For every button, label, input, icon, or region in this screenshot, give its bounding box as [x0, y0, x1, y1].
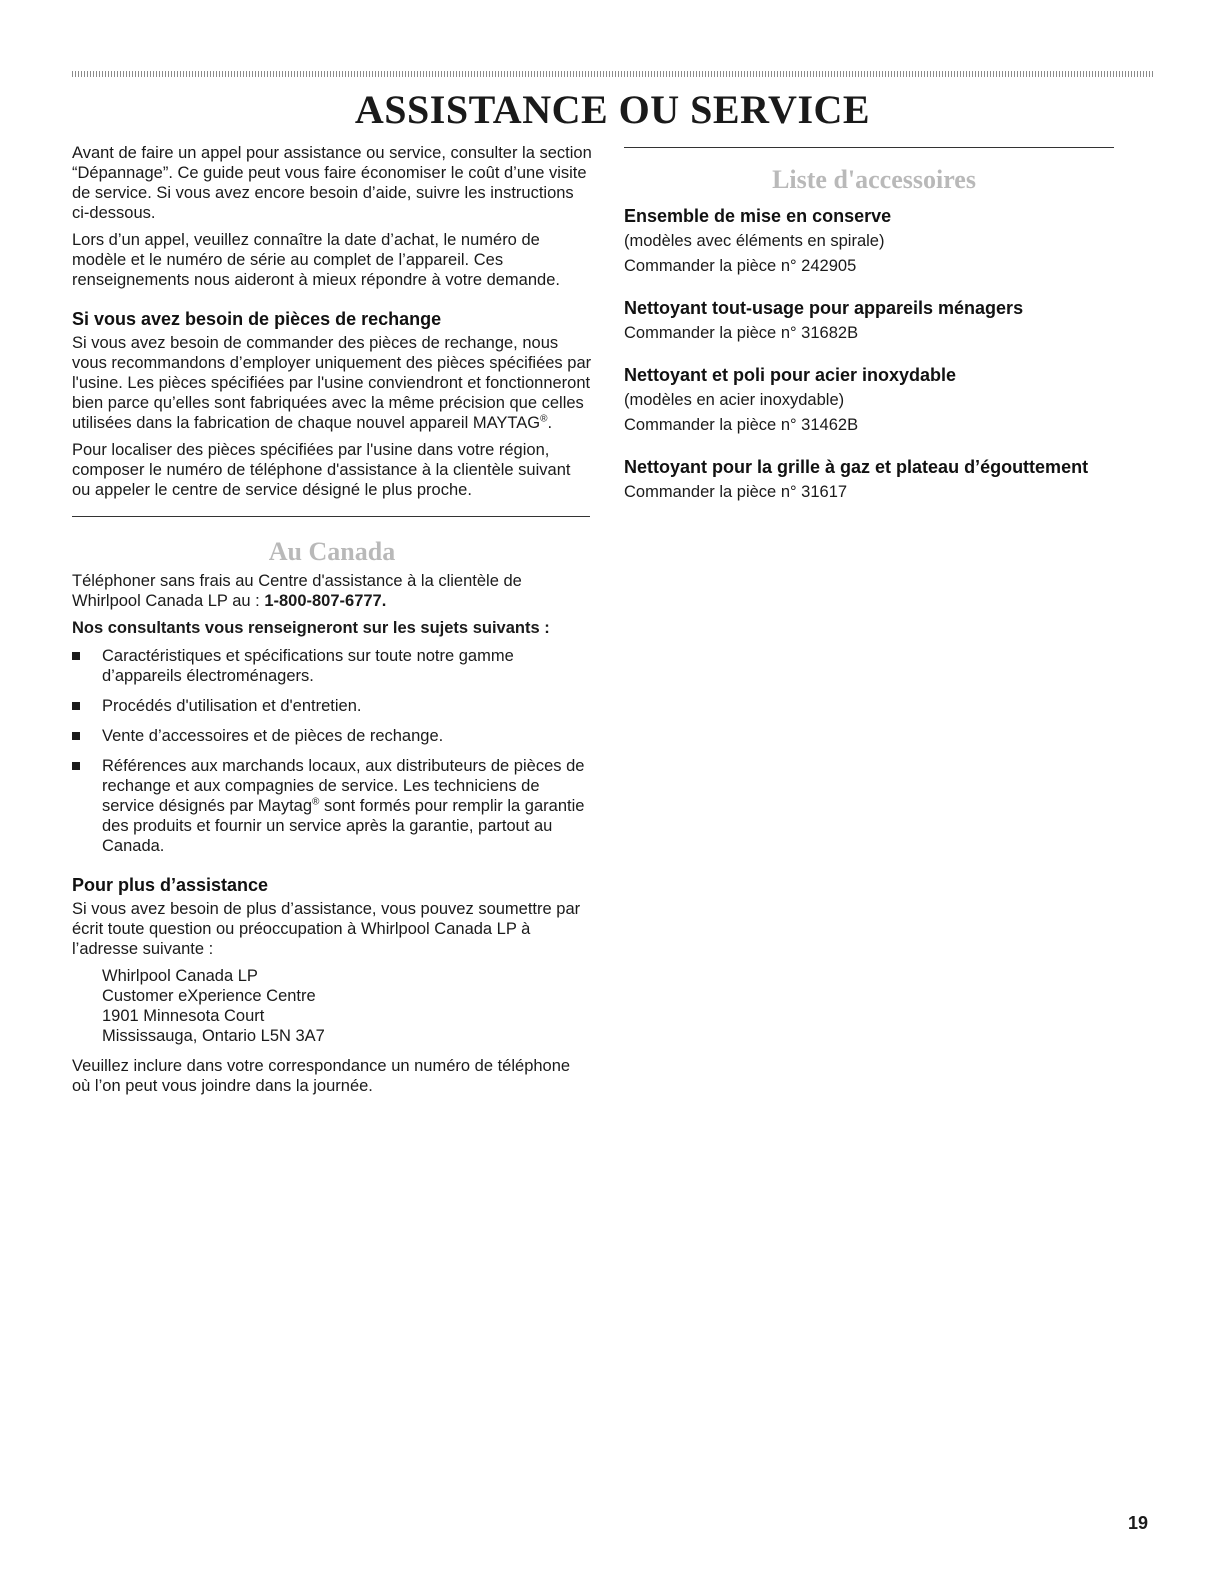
- page-number: 19: [1127, 1513, 1148, 1533]
- list-item: Caractéristiques et spécifications sur toute notre gamme d’appareils électroménagers.: [72, 646, 592, 686]
- address-line: Whirlpool Canada LP: [102, 967, 258, 985]
- replacement-parts-paragraph-2: Pour localiser des pièces spécifiées par l'usine dans votre région, composer le numéro de téléphone d'assistance à la clientèle suivant ou appeler le centre de service désigné le plus proche.: [72, 441, 571, 499]
- consultant-topics-heading: Nos consultants vous renseigneront sur les sujets suivants :: [72, 619, 550, 637]
- section-divider: [624, 147, 1114, 148]
- mailing-address: [72, 966, 592, 1046]
- address-line: 1901 Minnesota Court: [102, 1007, 265, 1025]
- accessory-part-number: Commander la pièce n° 31682B: [624, 324, 859, 342]
- accessories-section-title: Liste d'accessoires: [772, 165, 976, 194]
- accessory-item: [624, 456, 1124, 503]
- accessory-note: (modèles en acier inoxydable): [624, 391, 845, 409]
- list-item: Références aux marchands locaux, aux distributeurs de pièces de rechange et aux compagnies de service. Les techniciens de service désignés par Maytag® sont formés pour remplir la garantie des produits et fournir un service après la garantie, partout au Canada.: [72, 756, 592, 856]
- page-title: ASSISTANCE OU SERVICE: [354, 87, 871, 132]
- accessory-note: (modèles avec éléments en spirale): [624, 232, 885, 250]
- bullet-icon: [72, 652, 80, 660]
- correspondence-note: Veuillez inclure dans votre correspondance un numéro de téléphone où l’on peut vous joindre dans la journée.: [72, 1057, 571, 1095]
- registered-mark: ®: [540, 413, 548, 425]
- more-help-paragraph: Si vous avez besoin de plus d’assistance, vous pouvez soumettre par écrit toute question ou préoccupation à Whirlpool Canada LP à l’adresse suivante :: [72, 900, 581, 958]
- intro-paragraph-1: Avant de faire un appel pour assistance ou service, consulter la section “Dépannage”. Ce guide peut vous faire économiser le coût d’une visite de service. Si vous avez encore besoin d’aide, suivre les instructions ci-dessous.: [72, 144, 592, 222]
- right-column: [624, 147, 1124, 503]
- accessory-name: Ensemble de mise en conserve: [624, 206, 892, 226]
- more-help-heading: Pour plus d’assistance: [72, 875, 269, 895]
- accessory-name: Nettoyant tout-usage pour appareils ménagers: [624, 298, 1024, 318]
- section-divider: [72, 516, 590, 517]
- bullet-icon: [72, 702, 80, 710]
- list-item: Vente d’accessoires et de pièces de rechange.: [72, 726, 592, 746]
- consultant-topics-list: [72, 646, 592, 856]
- left-column: [72, 143, 592, 1103]
- bullet-icon: [72, 732, 80, 740]
- accessory-part-number: Commander la pièce n° 242905: [624, 257, 857, 275]
- replacement-parts-paragraph-1: Si vous avez besoin de commander des pièces de rechange, nous vous recommandons d’employer uniquement des pièces spécifiées par l'usine. Les pièces spécifiées par l'usine conviendront et fonctionneront bien parce qu’elles sont fabriquées avec la même précision que celles utilisées dans la fabrication de chaque nouvel appareil MAYTAG®.: [72, 334, 592, 432]
- canada-phone-paragraph: Téléphoner sans frais au Centre d'assistance à la clientèle de Whirlpool Canada LP au : 1-800-807-6777.: [72, 572, 522, 610]
- address-line: Customer eXperience Centre: [102, 987, 316, 1005]
- top-dotted-rule: [72, 71, 1154, 77]
- address-line: Mississauga, Ontario L5N 3A7: [102, 1027, 325, 1045]
- intro-paragraph-2: Lors d’un appel, veuillez connaître la date d’achat, le numéro de modèle et le numéro de série au complet de l’appareil. Ces renseignements nous aideront à mieux répondre à votre demande.: [72, 231, 560, 289]
- canada-section-title: Au Canada: [268, 537, 396, 566]
- replacement-parts-heading: Si vous avez besoin de pièces de rechange: [72, 309, 442, 329]
- accessory-item: [624, 364, 1124, 436]
- bullet-icon: [72, 762, 80, 770]
- accessory-item: [624, 205, 1124, 277]
- accessory-part-number: Commander la pièce n° 31617: [624, 483, 848, 501]
- phone-number: 1-800-807-6777.: [264, 592, 387, 610]
- accessory-name: Nettoyant pour la grille à gaz et plateau d’égouttement: [624, 457, 1089, 477]
- accessory-name: Nettoyant et poli pour acier inoxydable: [624, 365, 957, 385]
- accessory-part-number: Commander la pièce n° 31462B: [624, 416, 859, 434]
- accessory-item: [624, 297, 1124, 344]
- registered-mark: ®: [312, 796, 320, 808]
- list-item: Procédés d'utilisation et d'entretien.: [72, 696, 592, 716]
